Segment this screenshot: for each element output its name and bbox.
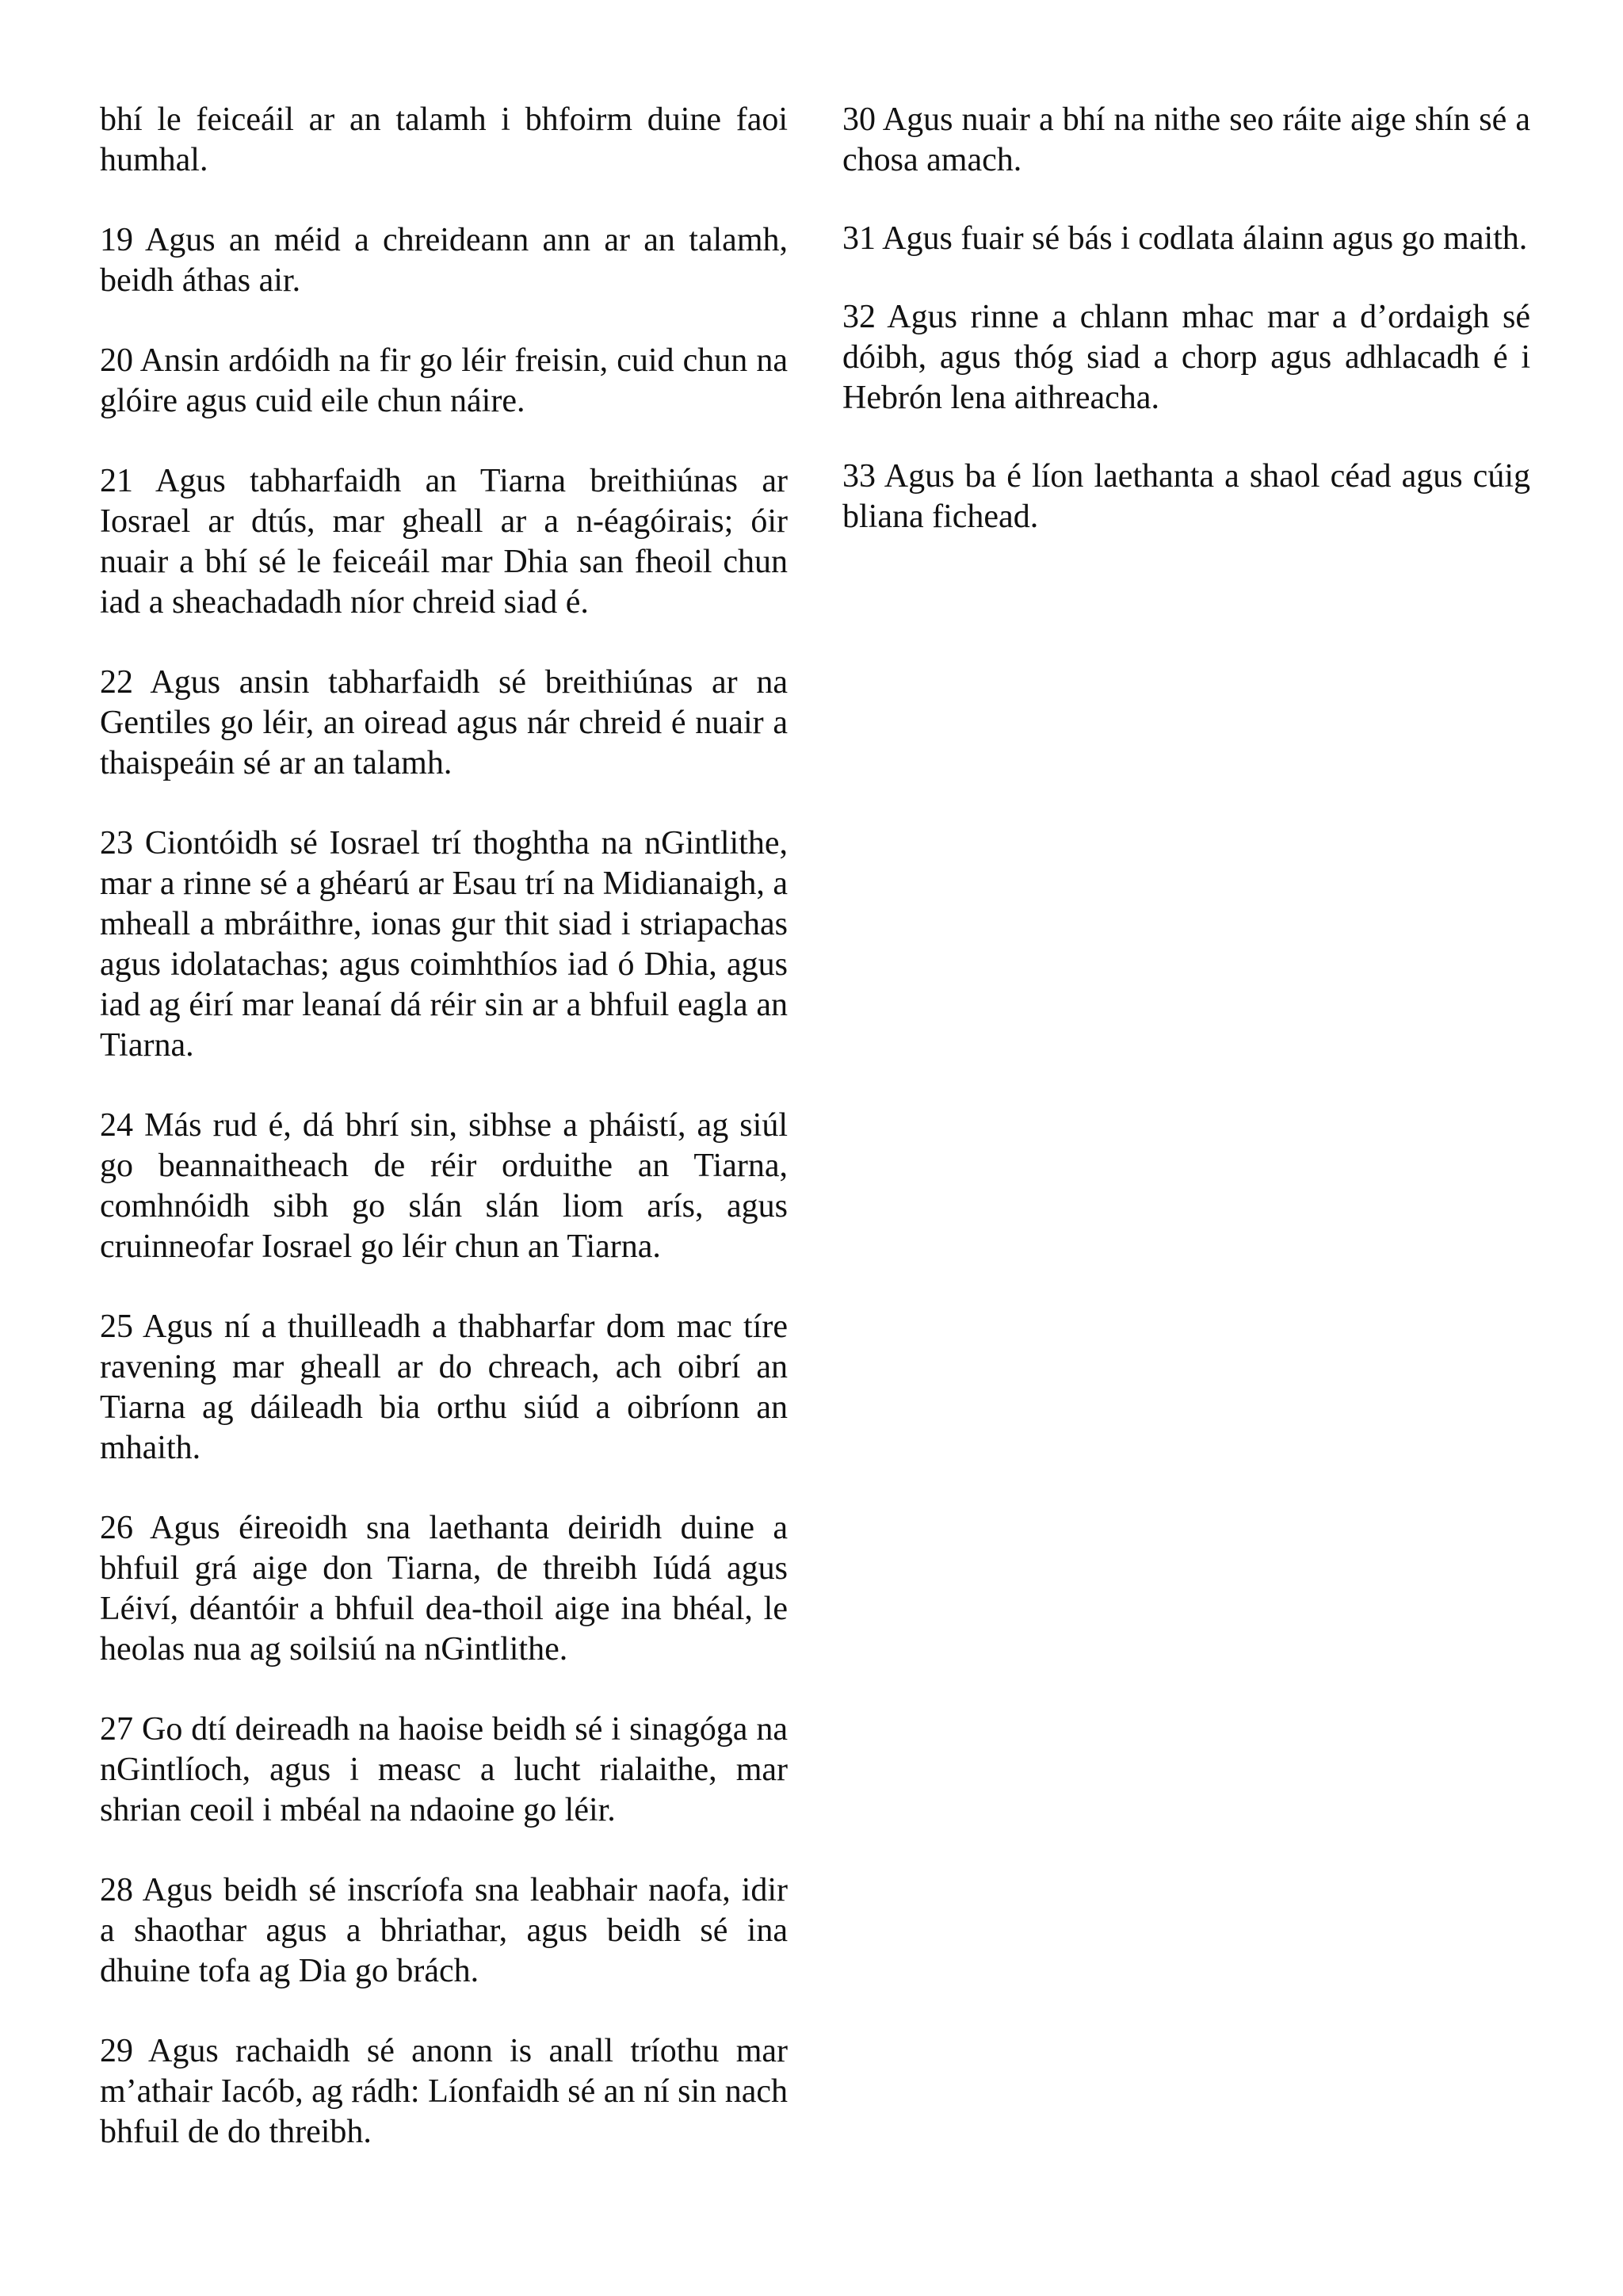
paragraph-verse-29: 29 Agus rachaidh sé anonn is anall tríothu mar m’athair Iacób, ag rádh: Líonfaidh sé an ní sin nach bhfuil de do threibh. [100,2033,788,2150]
paragraph-verse-32: 32 Agus rinne a chlann mhac mar a d’ordaigh sé dóibh, agus thóg siad a chorp agus adhlacadh é i Hebrón lena aithreacha. [842,299,1530,416]
paragraph-continued: bhí le feiceáil ar an talamh i bhfoirm duine faoi humhal. [100,101,788,178]
paragraph-verse-22: 22 Agus ansin tabharfaidh sé breithiúnas ar na Gentiles go léir, an oiread agus nár chreid é nuair a thaispeáin sé ar an talamh. [100,664,788,781]
paragraph-verse-28: 28 Agus beidh sé inscríofa sna leabhair naofa, idir a shaothar agus a bhriathar, agus beidh sé ina dhuine tofa ag Dia go brách. [100,1872,788,1989]
paragraph-verse-19: 19 Agus an méid a chreideann ann ar an talamh, beidh áthas air. [100,222,788,299]
paragraph-verse-21: 21 Agus tabharfaidh an Tiarna breithiúnas ar Iosrael ar dtús, mar gheall ar a n-éagóirais; óir nuair a bhí sé le feiceáil mar Dhia san fheoil chun iad a sheachadadh níor chreid siad é. [100,463,788,621]
paragraph-verse-33: 33 Agus ba é líon laethanta a shaol céad agus cúig bliana fichead. [842,458,1530,535]
paragraph-verse-20: 20 Ansin ardóidh na fir go léir freisin, cuid chun na glóire agus cuid eile chun náire. [100,342,788,419]
paragraph-verse-31: 31 Agus fuair sé bás i codlata álainn agus go maith. [842,220,1528,257]
paragraph-verse-27: 27 Go dtí deireadh na haoise beidh sé i sinagóga na nGintlíoch, agus i measc a lucht rialaithe, mar shrian ceoil i mbéal na ndaoine go léir. [100,1711,788,1828]
right-text-column [842,100,1530,575]
paragraph-verse-26: 26 Agus éireoidh sna laethanta deiridh duine a bhfuil grá aige don Tiarna, de threibh Iúdá agus Léiví, déantóir a bhfuil dea-thoil aige ina bhéal, le heolas nua ag soilsiú na nGintlithe. [100,1510,788,1668]
paragraph-verse-25: 25 Agus ní a thuilleadh a thabharfar dom mac tíre ravening mar gheall ar do chreach, ach oibrí an Tiarna ag dáileadh bia orthu siúd a oibríonn an mhaith. [100,1308,788,1466]
left-text-column [100,100,788,2192]
paragraph-verse-30: 30 Agus nuair a bhí na nithe seo ráite aige shín sé a chosa amach. [842,101,1530,178]
paragraph-verse-24: 24 Más rud é, dá bhrí sin, sibhse a pháistí, ag siúl go beannaitheach de réir orduithe an Tiarna, comhnóidh sibh go slán slán liom arís, agus cruinneofar Iosrael go léir chun an Tiarna. [100,1107,788,1265]
paragraph-verse-23: 23 Ciontóidh sé Iosrael trí thoghtha na nGintlithe, mar a rinne sé a ghéarú ar Esau trí na Midianaigh, a mheall a mbráithre, ionas gur thit siad i striapachas agus idolatachas; agus coimhthíos iad ó Dhia, agus iad ag éirí mar leanaí dá réir sin ar a bhfuil eagla an Tiarna. [100,825,788,1064]
